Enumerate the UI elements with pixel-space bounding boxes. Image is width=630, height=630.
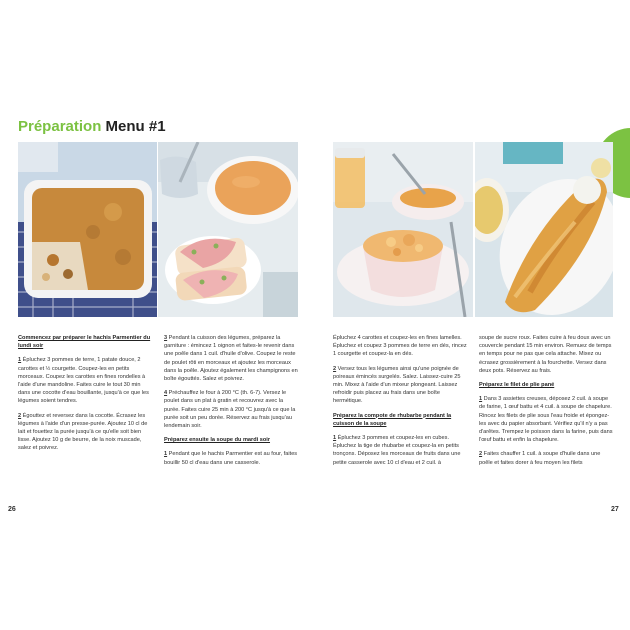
step-text: Épluchez 3 pommes et coupez-les en cubes. Épluchez la tige de rhubarbe et coupez-la en petits tronçons. Déposez les morceaux de fruits dans une petite casserole avec 10 cl d'eau et 2 cuil. à [333, 435, 461, 466]
step-paragraph [479, 395, 613, 444]
left-column-1 [18, 334, 152, 459]
step-text: Dans 3 assiettes creuses, déposez 2 cuil. à soupe de farine, 1 œuf battu et 4 cuil. à soupe de chapelure. Rincez les filets de plie sous l'eau froide et épongez-les avec du papier absorbant. Vérifiez qu'il n'y a pas d'arêtes. Trempez le poisson dans la farine, puis dans l'œuf battu et enfin la chapelure. [479, 396, 613, 444]
right-column-1 [333, 334, 467, 473]
page-title [18, 118, 166, 135]
step-paragraph [18, 412, 152, 453]
photo-compote [333, 142, 473, 317]
step-paragraph [164, 334, 298, 383]
step-paragraph [164, 450, 298, 466]
left-page [8, 110, 298, 530]
step-text: Faites chauffer 1 cuil. à soupe d'huile dans une poêle et faites dorer à feu moyen les filets [479, 451, 601, 466]
title-green: Préparation [18, 118, 102, 135]
photo-filet-de-plie [475, 142, 613, 317]
photo-soupe [158, 142, 298, 317]
step-number: 1 [164, 451, 168, 458]
step-text: Pendant que le hachis Parmentier est au four, faites bouillir 50 cl d'eau dans une casserole. [164, 451, 298, 466]
step-number: 2 [333, 365, 337, 372]
section-heading: Préparez la compote de rhubarbe pendant la cuisson de la soupe [333, 412, 452, 427]
title-dark: Menu #1 [105, 118, 166, 135]
step-paragraph [164, 389, 298, 430]
step-paragraph [18, 356, 152, 405]
step-text: Égouttez et reversez dans la cocotte. Écrasez les légumes à l'aide d'un presse-purée. Ajoutez 10 cl de lait et fouettez la purée jusqu'à ce qu'elle soit bien lisse. Ajoutez 10 g de beurre, de la noix muscade, salez et poivrez. [18, 412, 148, 452]
step-number: 1 [18, 357, 22, 364]
paragraph: soupe de sucre roux. Faites cuire à feu doux avec un couvercle pendant 15 min environ. Remuez de temps en temps pour ne pas que cela attache. Mixez ou écrasez grossièrement à la fourchette. Versez dans deux pots. Réservez au frais. [479, 335, 612, 374]
step-number: 1 [479, 396, 483, 403]
step-paragraph [479, 450, 613, 466]
step-text: Versez tous les légumes ainsi qu'une poignée de poireaux émincés surgelés. Salez. Laissez-cuire 25 min. Mixez à l'aide d'un mixeur plongeant. Laissez refroidir puis placez au frais dans une boîte hermétique. [333, 365, 461, 405]
left-column-2 [164, 334, 298, 473]
photo-hachis-parmentier [18, 142, 157, 317]
paragraph: Épluchez 4 carottes et coupez-les en fines lamelles. Épluchez et coupez 3 pommes de terre en dés, rincez 1 courgette et coupez-la en dés. [333, 335, 467, 358]
section-heading: Commencez par préparer le hachis Parmentier du lundi soir [18, 335, 151, 350]
step-number: 4 [164, 390, 168, 397]
step-number: 2 [18, 412, 22, 419]
section-heading: Préparez le filet de plie pané [479, 382, 555, 389]
step-number: 3 [164, 335, 168, 341]
step-text: Épluchez 3 pommes de terre, 1 patate douce, 2 carottes et ½ courgette. Coupez-les en petits morceaux. Coupez les carottes en fines rondelles à l'aide d'une mandoline. Faites cuire le tout 30 min dans une cocotte d'eau bouillante, jusqu'à ce que les légumes soient tendres. [18, 357, 149, 405]
page-number: 26 [8, 506, 16, 513]
section-heading: Préparez ensuite la soupe du mardi soir [164, 437, 271, 444]
right-column-2 [479, 334, 613, 473]
step-text: Préchauffez le four à 200 °C (th. 6-7). Versez le poulet dans un plat à gratin et recouvrez avec la purée. Faites cuire 25 min à 200 °C jusqu'à ce que la purée soit un peu dorée. Réservez au frais jusqu'au lendemain soir. [164, 390, 296, 430]
step-paragraph [333, 434, 467, 467]
right-page [333, 110, 619, 530]
step-paragraph [333, 365, 467, 406]
page-number: 27 [611, 506, 619, 513]
step-text: Pendant la cuisson des légumes, préparez la garniture : émincez 1 oignon et faites-le revenir dans une poêle dans 1 cuil. d'huile d'olive. Coupez le reste de poulet rôti en morceaux et ajoutez les morceaux dans la poêle. Ajoutez également les champignons en boîte égouttés. Salez et poivrez. [164, 335, 298, 383]
step-number: 1 [333, 435, 337, 442]
step-number: 2 [479, 451, 483, 458]
